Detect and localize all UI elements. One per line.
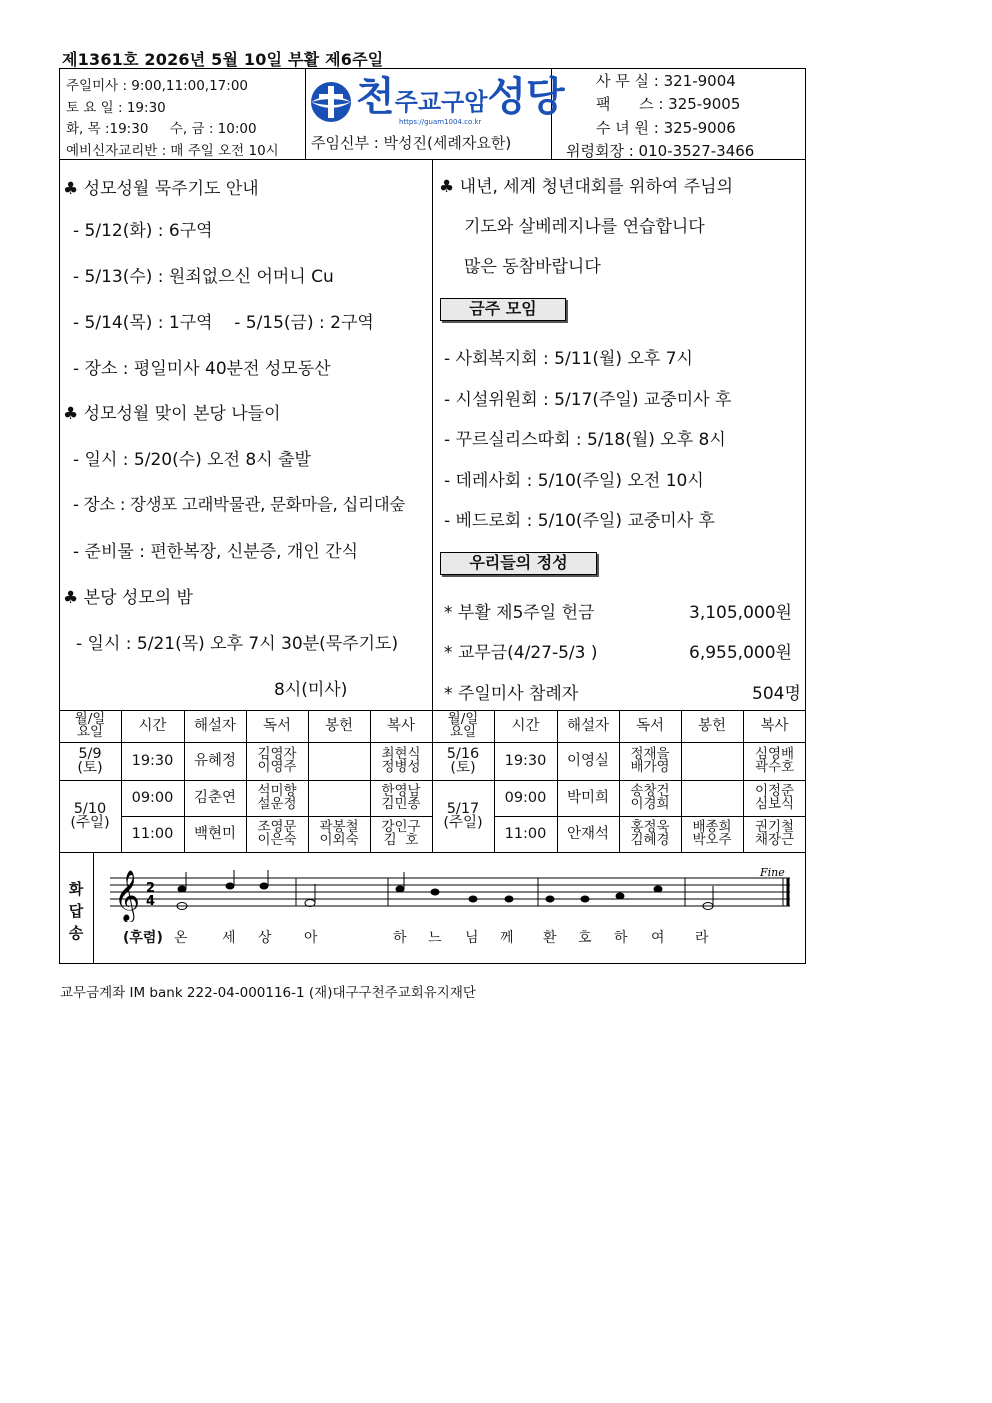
col-header-commentator: 해설자 (193, 718, 237, 734)
svg-text:2: 2 (146, 881, 156, 896)
reader-cell: 석미향 설운정 (257, 783, 297, 812)
col-header-date: 월/일 요일 (74, 711, 106, 740)
lyric-syllable: 하 (614, 930, 628, 946)
outing-date: - 일시 : 5/20(수) 오전 8시 출발 (73, 450, 311, 470)
commentator-cell: 이영실 (566, 753, 610, 769)
lyric-syllable: 환 (543, 930, 557, 946)
church-name-mid: 주교구암 (394, 88, 488, 116)
time-cell: 11:00 (131, 826, 174, 842)
mass-weekday: 화, 목 :19:30 수, 금 : 10:00 (66, 121, 257, 137)
date-cell: 5/9 (토) (77, 746, 103, 776)
notice-line: ♣ 내년, 세계 청년대회를 위하여 주님의 (439, 177, 733, 197)
chairman-phone: 위령회장 : 010-3527-3466 (566, 142, 755, 160)
bulletin-header: 제1361호 2026년 5월 10일 부활 제6주일 (62, 50, 384, 69)
church-url[interactable]: https://guam1004.co.kr (399, 118, 482, 126)
server-cell: 한영남 김민종 (381, 783, 421, 812)
date-cell: 5/17 (주일) (443, 801, 483, 831)
notice-line: 많은 동참바랍니다 (464, 257, 601, 277)
col-header-commentator: 해설자 (566, 718, 610, 734)
church-logo-icon (309, 80, 353, 128)
church-name-prefix: 천 (356, 74, 395, 120)
lyric-syllable: 아 (304, 930, 318, 946)
offering-item-label: * 주일미사 참례자 (444, 684, 579, 704)
rosary-line: - 5/12(화) : 6구역 (73, 221, 213, 241)
commentator-cell: 유혜정 (193, 753, 237, 769)
offering-item-label: * 교무금(4/27-5/3 ) (444, 643, 598, 663)
lyric-syllable: 상 (258, 930, 272, 946)
time-cell: 09:00 (504, 790, 547, 806)
mary-night-date: - 일시 : 5/21(목) 오후 7시 30분(묵주기도) (76, 634, 399, 654)
offertory-cell (681, 780, 743, 816)
meetings-label: 금주 모임 (440, 298, 566, 321)
outing-section-title: ♣ 성모성월 맞이 본당 나들이 (63, 404, 281, 424)
time-cell: 19:30 (131, 753, 174, 769)
col-header-date: 월/일 요일 (447, 711, 479, 740)
music-staff (110, 862, 800, 926)
reader-cell: 송창건 이경희 (630, 783, 670, 812)
meeting-item: - 꾸르실리스따회 : 5/18(월) 오후 8시 (444, 430, 726, 450)
offering-item-label: * 부활 제5주일 헌금 (444, 603, 595, 623)
date-cell: 5/10 (주일) (70, 801, 110, 831)
account-info: 교무금계좌 IM bank 222-04-000116-1 (재)대구구천주교회유지재단 (60, 985, 476, 1001)
col-header-server: 복사 (386, 718, 415, 734)
outing-items: - 준비물 : 편한복장, 신분증, 개인 간식 (73, 542, 358, 562)
lyric-syllable: 께 (500, 930, 514, 946)
col-header-reader: 독서 (262, 718, 291, 734)
pastor-name: 주임신부 : 박성진(세례자요한) (311, 134, 512, 152)
offering-item-value: 3,105,000원 (689, 603, 792, 623)
col-header-server: 복사 (760, 718, 789, 734)
offertory-cell: 배종희 박오주 (692, 819, 732, 848)
commentator-cell: 안재석 (566, 826, 610, 842)
offering-label: 우리들의 정성 (440, 552, 597, 575)
commentator-cell: 백현미 (193, 826, 237, 842)
divider (93, 852, 94, 964)
mary-night-title: ♣ 본당 성모의 밤 (63, 588, 193, 608)
time-cell: 11:00 (504, 826, 547, 842)
lyric-syllable: 온 (174, 930, 188, 946)
table-border (59, 852, 806, 853)
offering-item-value: 504명 (752, 684, 801, 704)
fax-number: 팩 스 : 325-9005 (596, 95, 741, 113)
rosary-section-title: ♣ 성모성월 묵주기도 안내 (63, 179, 259, 199)
divider (432, 159, 433, 710)
mass-saturday: 토 요 일 : 19:30 (66, 100, 166, 116)
notice-line: 기도와 살베레지나를 연습합니다 (464, 217, 705, 237)
lyric-syllable: 여 (651, 930, 665, 946)
church-name-suffix: 성당 (487, 74, 565, 120)
meeting-item: - 데레사회 : 5/10(주일) 오전 10시 (444, 471, 704, 491)
catechumen-class: 예비신자교리반 : 매 주일 오전 10시 (66, 143, 279, 159)
outing-place: - 장소 : 장생포 고래박물관, 문화마을, 십리대숲 (73, 495, 405, 514)
commentator-cell: 김춘연 (193, 790, 237, 806)
time-cell: 19:30 (504, 753, 547, 769)
reader-cell: 김영자 이영주 (257, 746, 297, 775)
col-header-offertory: 봉헌 (697, 718, 726, 734)
offertory-cell (308, 742, 370, 780)
col-header-time: 시간 (511, 718, 540, 734)
offering-item-value: 6,955,000원 (689, 643, 792, 663)
office-phone: 사 무 실 : 321-9004 (596, 72, 736, 90)
offertory-cell: 곽봉철 이외숙 (319, 819, 359, 848)
server-cell: 강인구 김 호 (381, 819, 421, 848)
mary-night-mass: 8시(미사) (274, 680, 348, 700)
mass-sunday: 주일미사 : 9:00,11:00,17:00 (66, 78, 249, 94)
server-cell: 이정준 심보식 (754, 783, 795, 812)
psalm-label: 화 답 송 (68, 880, 84, 942)
server-cell: 심영배 곽수호 (754, 746, 795, 775)
offertory-cell (308, 780, 370, 816)
rosary-line: - 5/13(수) : 원죄없으신 어머니 Cu (73, 267, 334, 287)
lyric-syllable: 하 (393, 930, 407, 946)
refrain-label: (후렴) (123, 930, 163, 946)
col-header-reader: 독서 (635, 718, 664, 734)
lyric-syllable: 님 (465, 930, 479, 946)
lyric-syllable: 느 (428, 930, 442, 946)
reader-cell: 홍정욱 김혜경 (630, 819, 670, 848)
lyric-syllable: 라 (695, 930, 709, 946)
lyric-syllable: 호 (578, 930, 592, 946)
rosary-line: - 5/14(목) : 1구역 - 5/15(금) : 2구역 (73, 313, 374, 333)
divider (305, 68, 306, 159)
commentator-cell: 박미희 (566, 790, 610, 806)
rosary-place: - 장소 : 평일미사 40분전 성모동산 (73, 359, 331, 379)
server-cell: 권기철 채장근 (754, 819, 795, 848)
fine-mark: Fine (760, 866, 785, 879)
offertory-cell (681, 742, 743, 780)
svg-text:𝄞: 𝄞 (114, 870, 141, 921)
reader-cell: 조영문 이은숙 (257, 819, 297, 848)
meeting-item: - 시설위원회 : 5/17(주일) 교중미사 후 (444, 390, 732, 410)
time-cell: 09:00 (131, 790, 174, 806)
col-header-time: 시간 (138, 718, 167, 734)
col-header-offertory: 봉헌 (324, 718, 353, 734)
meeting-item: - 베드로회 : 5/10(주일) 교중미사 후 (444, 511, 715, 531)
lyric-syllable: 세 (222, 930, 236, 946)
date-cell: 5/16 (토) (446, 746, 480, 776)
reader-cell: 정재을 배가영 (630, 746, 670, 775)
server-cell: 최현식 정병성 (381, 746, 421, 775)
convent-phone: 수 녀 원 : 325-9006 (596, 119, 736, 137)
svg-text:4: 4 (146, 894, 156, 909)
meeting-item: - 사회복지회 : 5/11(월) 오후 7시 (444, 349, 693, 369)
